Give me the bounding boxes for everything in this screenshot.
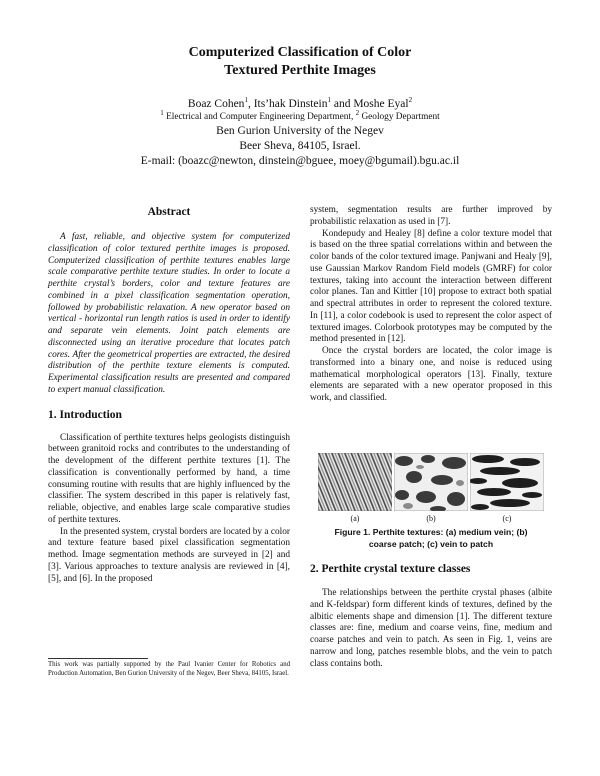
- right-paragraph-1: system, segmentation results are further improved by probabilistic relaxation as used in [7].: [310, 205, 552, 227]
- abstract-heading: Abstract: [147, 206, 191, 218]
- figure-label-c: (c): [502, 514, 512, 523]
- author-2: Its’hak Dinstein: [253, 98, 328, 110]
- author-1-affil: 1: [244, 96, 248, 105]
- section-2-body: [310, 588, 552, 670]
- affil-2: Geology Department: [361, 112, 440, 122]
- affil-1-mark: 1: [160, 108, 164, 117]
- left-column: [48, 205, 290, 585]
- right-paragraph-3: Once the crystal borders are located, the color image is transformed into a binary one, and noise is reduced using mathematical morphological operators [13]. Finally, texture elements are separated with a new operator proposed in this work, and classified.: [310, 346, 552, 403]
- title-line-2: Textured Perthite Images: [224, 63, 376, 78]
- author-list: Boaz Cohen$^1$, Its’hak Dinstein$^1$ and Moshe Eyal$^2$: [187, 96, 413, 110]
- author-3-affil: 2: [408, 96, 413, 105]
- section-2-heading: 2. Perthite crystal texture classes: [310, 563, 471, 575]
- section-2-paragraph-1: The relationships between the perthite crystal phases (albite and K-feldspar) form different kinds of textures, defined by the albitic elements shape and dimension [1]. The different texture classes are: fine, medium and coarse veins, fine, medium and coarse patches and vein to patch. As seen in Fig. 1, veins are narrow and long, patches resemble blobs, and the vein to patch class contains both.: [310, 588, 552, 669]
- figure-image-coarse-patch: [394, 453, 468, 511]
- figure-image-vein-to-patch: [470, 453, 544, 511]
- figure-caption-line-2: coarse patch; (c) vein to patch: [368, 539, 494, 549]
- university: Ben Gurion University of the Negev: [216, 125, 384, 137]
- footnote: This work was partially supported by the Paul Ivanier Center for Robotics and Production Automation, Ben Gurion University of the Negev, Beer Sheva, 84105, Israel.: [48, 661, 290, 677]
- footnote-divider: [48, 658, 148, 659]
- affiliations: [0, 108, 600, 123]
- figure-1: [310, 453, 552, 511]
- intro-heading: 1. Introduction: [48, 408, 122, 421]
- abstract-text: A fast, reliable, and objective system for computerized classification of color textured perthite images is proposed. Computerized classification of perthite textures enables large scale comparative perthite texture studies. In order to locate a perthite crystal’s borders, color and texture features are combined in a pixel classification segmentation operation, followed by probabilistic relaxation. A new operator based on vertical - horizontal run length ratios is used in order to identify and separate vein elements. Joint patch elements are disconnected using an iterative procedure that locates patch cores. After the geometrical properties are extracted, the desired distribution of the perthite texture elements is computed. Experimental classification results are presented and compared to expert manual classification.: [48, 232, 290, 395]
- intro-paragraph-2: In the presented system, crystal borders are located by a color and texture feature based pixel classification segmentation method. Image segmentation methods are surveyed in [2] and [3]. Various approaches to texture analysis are reviewed in [4], [5], and [6]. In the proposed: [48, 526, 290, 584]
- intro-paragraph-1: Classification of perthite textures helps geologists distinguish between granitoid rocks and contributes to the understanding of the development of the different perthite textures [1]. The classification is conventionally performed by hand, a time consuming routine with results that are highly influenced by the classifier. The system described in this paper is relatively fast, reliable, objective, and enables large scale comparative studies of perthite textures.: [48, 432, 290, 525]
- email: E-mail: (boazc@newton, dinstein@bguee, moey@bgumail).bgu.ac.il: [140, 155, 460, 167]
- affil-1: Electrical and Computer Engineering Department,: [166, 112, 354, 122]
- figure-caption-line-1: Figure 1. Perthite textures: (a) medium vein; (b): [334, 527, 528, 537]
- right-column: [310, 205, 552, 405]
- figure-caption: [300, 526, 562, 550]
- author-and: and: [333, 98, 351, 110]
- figure-label-b: (b): [426, 514, 436, 523]
- author-3: Moshe Eyal: [353, 98, 409, 110]
- author-1: Boaz Cohen: [187, 98, 245, 110]
- paper-title: [0, 44, 600, 80]
- figure-label-a: (a): [350, 514, 360, 523]
- figure-image-medium-vein: [318, 453, 392, 511]
- affil-2-mark: 2: [355, 108, 360, 117]
- address: Beer Sheva, 84105, Israel.: [239, 140, 361, 152]
- right-paragraph-2: Kondepudy and Healey [8] define a color texture model that is based on the three spatial correlations within and between the color bands of the color textured image. Panjwani and Healy [9], use Gaussian Markov Random Field models (GMRF) for color textures, taking into account the interaction between different color planes. Tan and Kittler [10] propose to extract both spatial and spectral attributes in order to represent the colored texture. In [11], a color codebook is used to represent the color aspect of textured images. Colorbook prototypes may be computed by the method presented in [12].: [310, 228, 552, 345]
- author-2-affil: 1: [327, 96, 331, 105]
- title-line-1: Computerized Classification of Color: [188, 45, 412, 60]
